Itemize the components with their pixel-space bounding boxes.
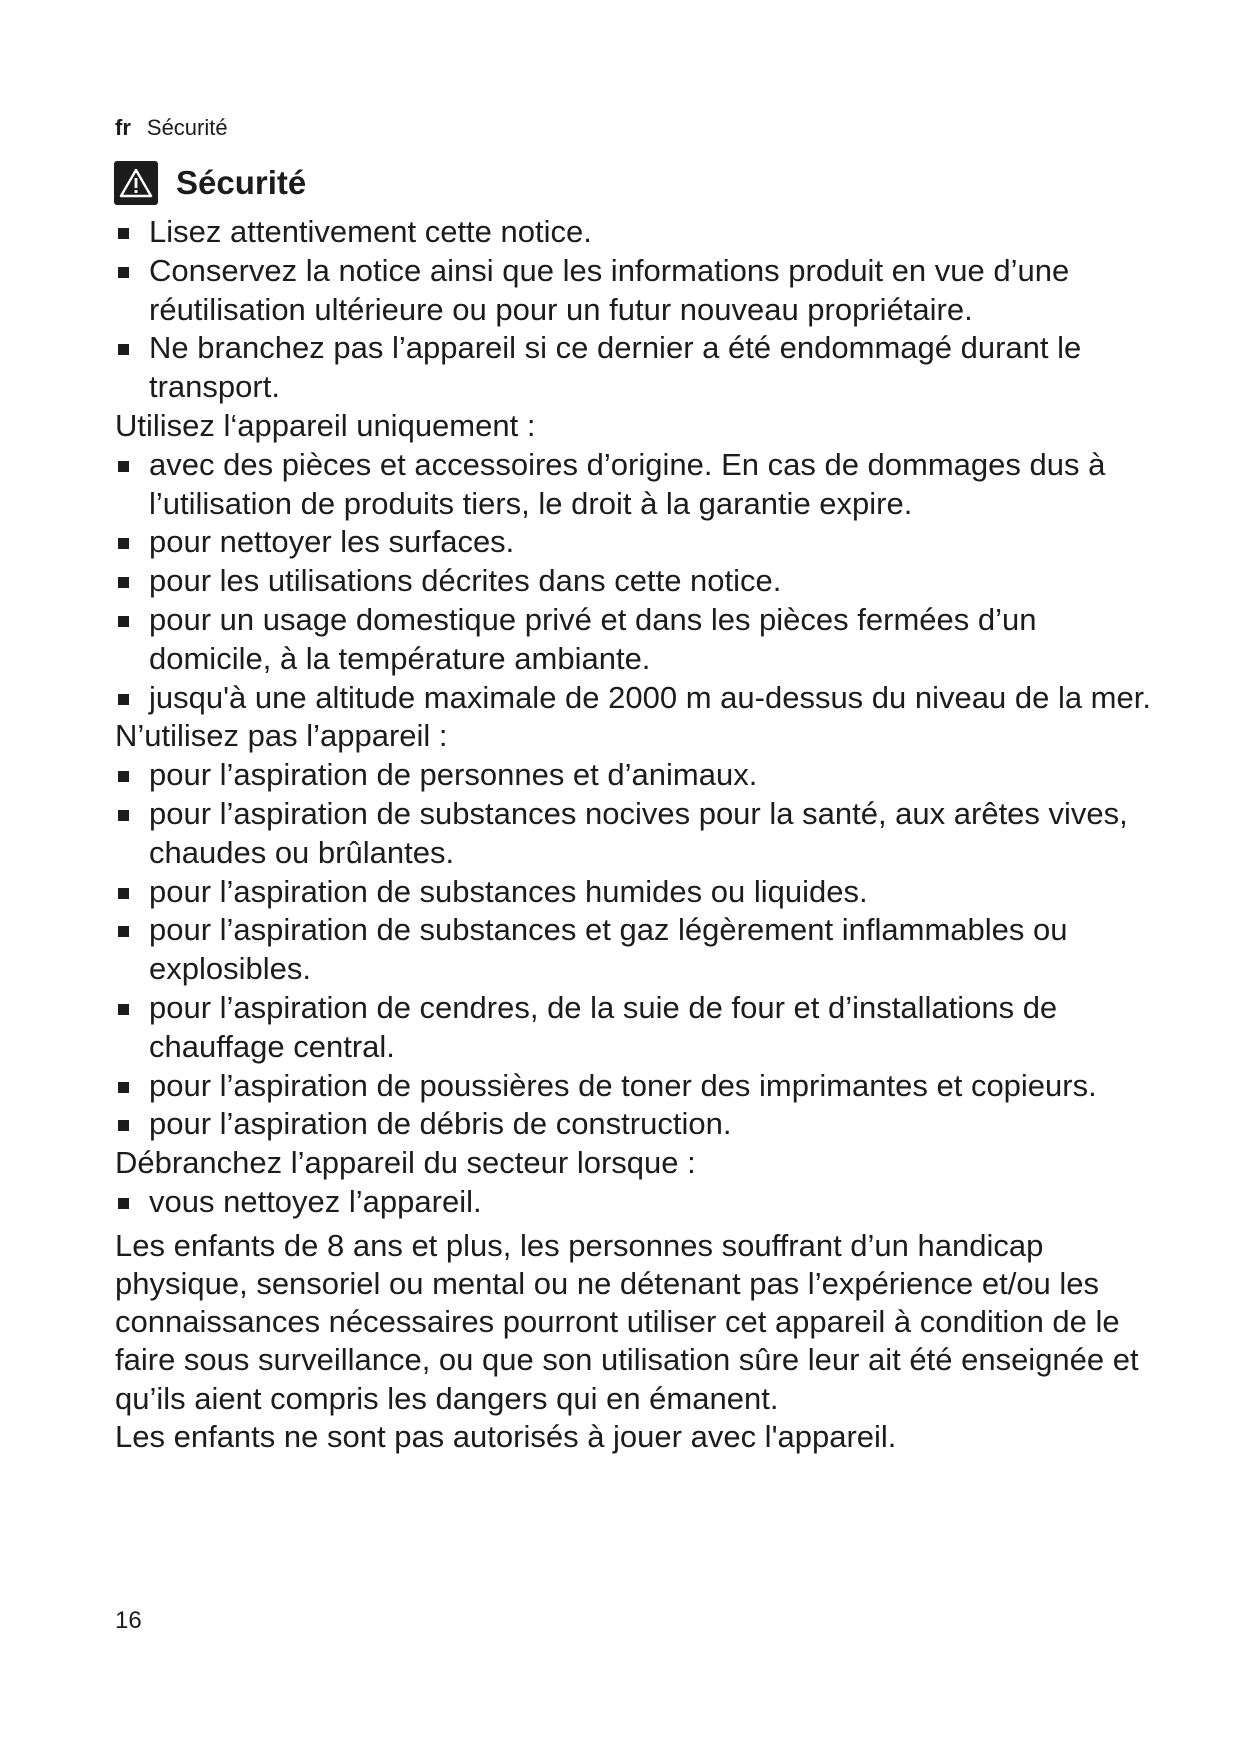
list-item: pour l’aspiration de substances et gaz légèrement inflammables ou explosibles. [115, 911, 1155, 989]
list-item: pour l’aspiration de substances nocives pour la santé, aux arêtes vives, chaudes ou brûlantes. [115, 795, 1155, 873]
section-title: Sécurité [176, 164, 307, 201]
list-item: pour l’aspiration de poussières de toner des imprimantes et copieurs. [115, 1067, 1155, 1106]
language-code: fr [115, 115, 131, 140]
list-item: pour l’aspiration de substances humides ou liquides. [115, 873, 1155, 912]
list-item: Lisez attentivement cette notice. [115, 213, 1155, 252]
list-item: Conservez la notice ainsi que les informations produit en vue d’une réutilisation ultérieure ou pour un futur nouveau propriétaire. [115, 252, 1155, 330]
do-not-use-heading: N’utilisez pas l’appareil : [115, 718, 448, 754]
use-only-heading: Utilisez l‘appareil uniquement : [115, 407, 536, 443]
list-item: avec des pièces et accessoires d’origine. En cas de dommages dus à l’utilisation de produits tiers, le droit à la garantie expire. [115, 446, 1155, 524]
page-header [115, 115, 228, 141]
header-section: Sécurité [146, 115, 228, 140]
intro-list [115, 213, 1155, 407]
list-item: pour l’aspiration de personnes et d’animaux. [115, 756, 1155, 795]
use-only-list [115, 446, 1155, 718]
unplug-heading: Débranchez l’appareil du secteur lorsque : [115, 1145, 696, 1181]
list-item: pour l’aspiration de cendres, de la suie de four et d’installations de chauffage central. [115, 989, 1155, 1067]
do-not-use-list [115, 756, 1155, 1144]
unplug-list [115, 1183, 1155, 1222]
section-heading [114, 160, 306, 206]
list-item: pour nettoyer les surfaces. [115, 523, 1155, 562]
list-item: pour les utilisations décrites dans cette notice. [115, 562, 1155, 601]
page-number: 16 [115, 1607, 142, 1634]
list-item: Ne branchez pas l’appareil si ce dernier a été endommagé durant le transport. [115, 329, 1155, 407]
document-body [115, 213, 1155, 1456]
list-item: jusqu'à une altitude maximale de 2000 m au-dessus du niveau de la mer. [115, 679, 1155, 718]
warning-icon [114, 161, 158, 205]
children-paragraph: Les enfants de 8 ans et plus, les personnes souffrant d’un handicap physique, sensoriel ou mental ou ne détenant pas l’expérience et/ou les connaissances nécessaires pourront utiliser cet appareil à condition de le faire sous surveillance, ou que son utilisation sûre leur ait été enseignée et qu’ils aient compris les dangers qui en émanent. [115, 1227, 1139, 1416]
list-item: pour un usage domestique privé et dans les pièces fermées d’un domicile, à la température ambiante. [115, 601, 1155, 679]
list-item: vous nettoyez l’appareil. [115, 1183, 1155, 1222]
list-item: pour l’aspiration de débris de construction. [115, 1105, 1155, 1144]
children-play-paragraph: Les enfants ne sont pas autorisés à jouer avec l'appareil. [115, 1418, 897, 1454]
